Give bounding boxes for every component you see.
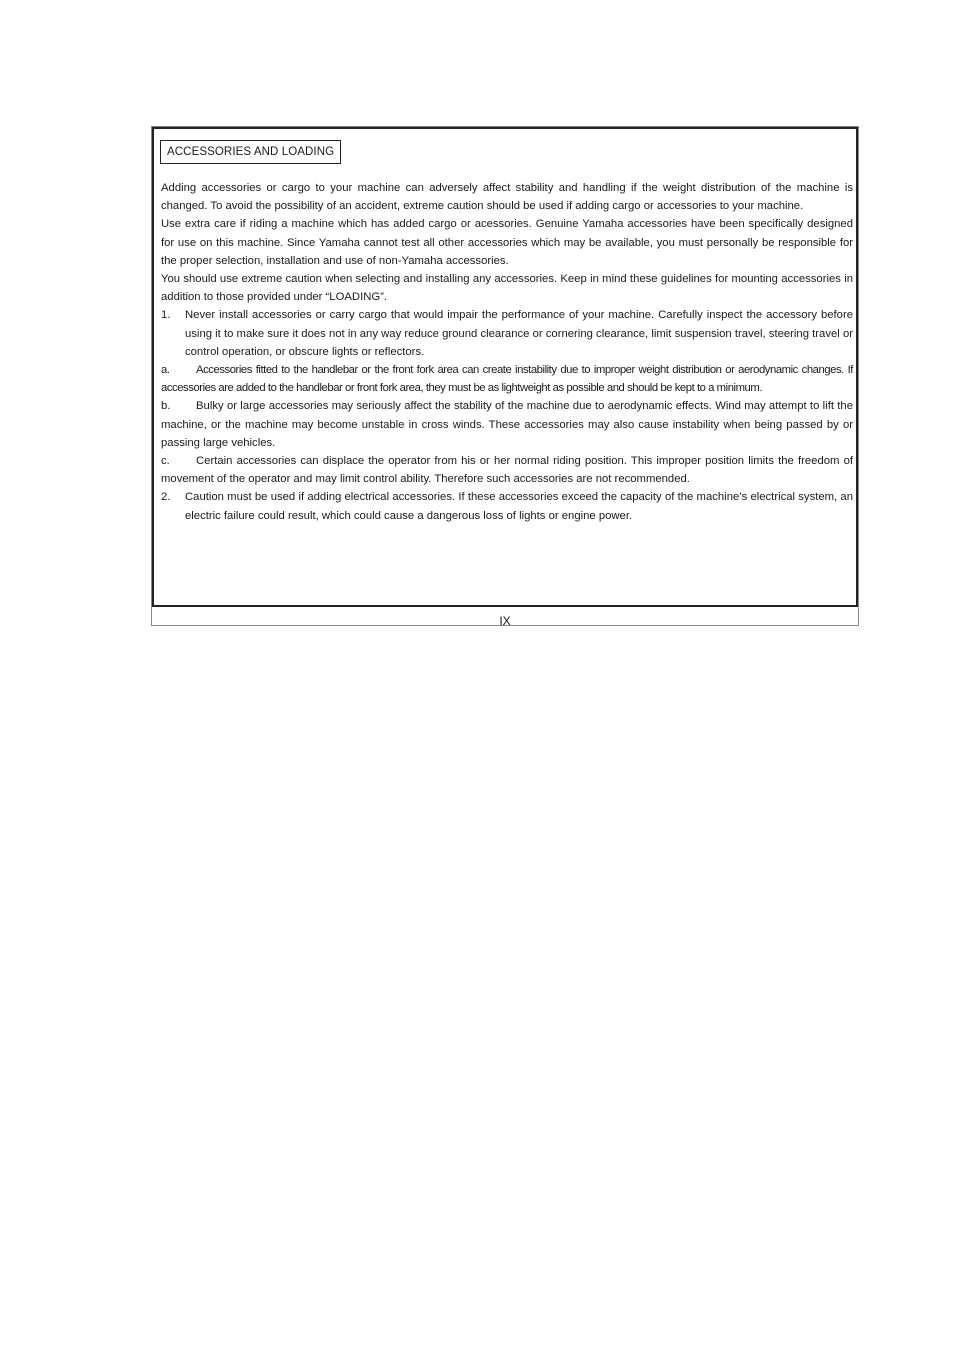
sub-letter: a. — [161, 364, 170, 377]
section-heading: ACCESSORIES AND LOADING — [160, 140, 341, 164]
list-number: 1. — [161, 309, 171, 322]
list-text: Caution must be used if adding electrical accessories. If these accessories exceed the capacity of the machine’s electrical system, an electric failure could result, which could cause a dangerous loss of lights or engine power. — [185, 491, 853, 522]
care-paragraph: Use extra care if riding a machine which has added cargo or acessories. Genuine Yamaha accessories have been specifically designed for use on this machine. Since Yamaha cannot test all other accessories which may be available, you must personally be responsible for the proper selection, installation and use of non-Yamaha accessories. — [161, 218, 853, 267]
sub-item-a — [161, 361, 853, 397]
sub-text: Bulky or large accessories may seriously affect the stability of the machine due to aerodynamic effects. Wind may attempt to lift the machine, or the machine may become unstable in cross winds. These accessories may also cause instability when being passed by or passing large vehicles. — [161, 400, 853, 449]
accessories-loading-box — [152, 127, 858, 607]
page-number: IX — [499, 614, 511, 628]
sub-letter: c. — [161, 455, 170, 468]
sub-letter: b. — [161, 400, 171, 413]
sub-item-c — [161, 452, 853, 488]
list-item-1 — [161, 306, 853, 361]
section-body — [161, 179, 853, 525]
intro-paragraph: Adding accessories or cargo to your machine can adversely affect stability and handling if the weight distribution of the machine is changed. To avoid the possibility of an accident, extreme caution should be used if adding cargo or accessories to your machine. — [161, 182, 853, 213]
sub-text: Certain accessories can displace the operator from his or her normal riding position. This improper position limits the freedom of movement of the operator and may limit control ability. Therefore such accessories are not recommended. — [161, 455, 853, 486]
list-text: Never install accessories or carry cargo that would impair the performance of your machine. Carefully inspect the accessory before using it to make sure it does not in any way reduce ground clearance or cornering clearance, limit suspension travel, steering travel or control operation, or obscure lights or reflectors. — [185, 309, 853, 358]
list-item-2 — [161, 488, 853, 524]
page-frame — [151, 126, 859, 626]
sub-item-b — [161, 397, 853, 452]
list-number: 2. — [161, 491, 171, 504]
sub-text: Accessories fitted to the handlebar or the front fork area can create instability due to improper weight distribution or aerodynamic changes. If accessories are added to the handlebar or front fork area, they must be as lightweight as possible and should be kept to a minimum. — [161, 364, 853, 395]
caution-paragraph: You should use extreme caution when selecting and installing any accessories. Keep in mind these guidelines for mounting accessories in addition to those provided under “LOADING”. — [161, 273, 853, 304]
